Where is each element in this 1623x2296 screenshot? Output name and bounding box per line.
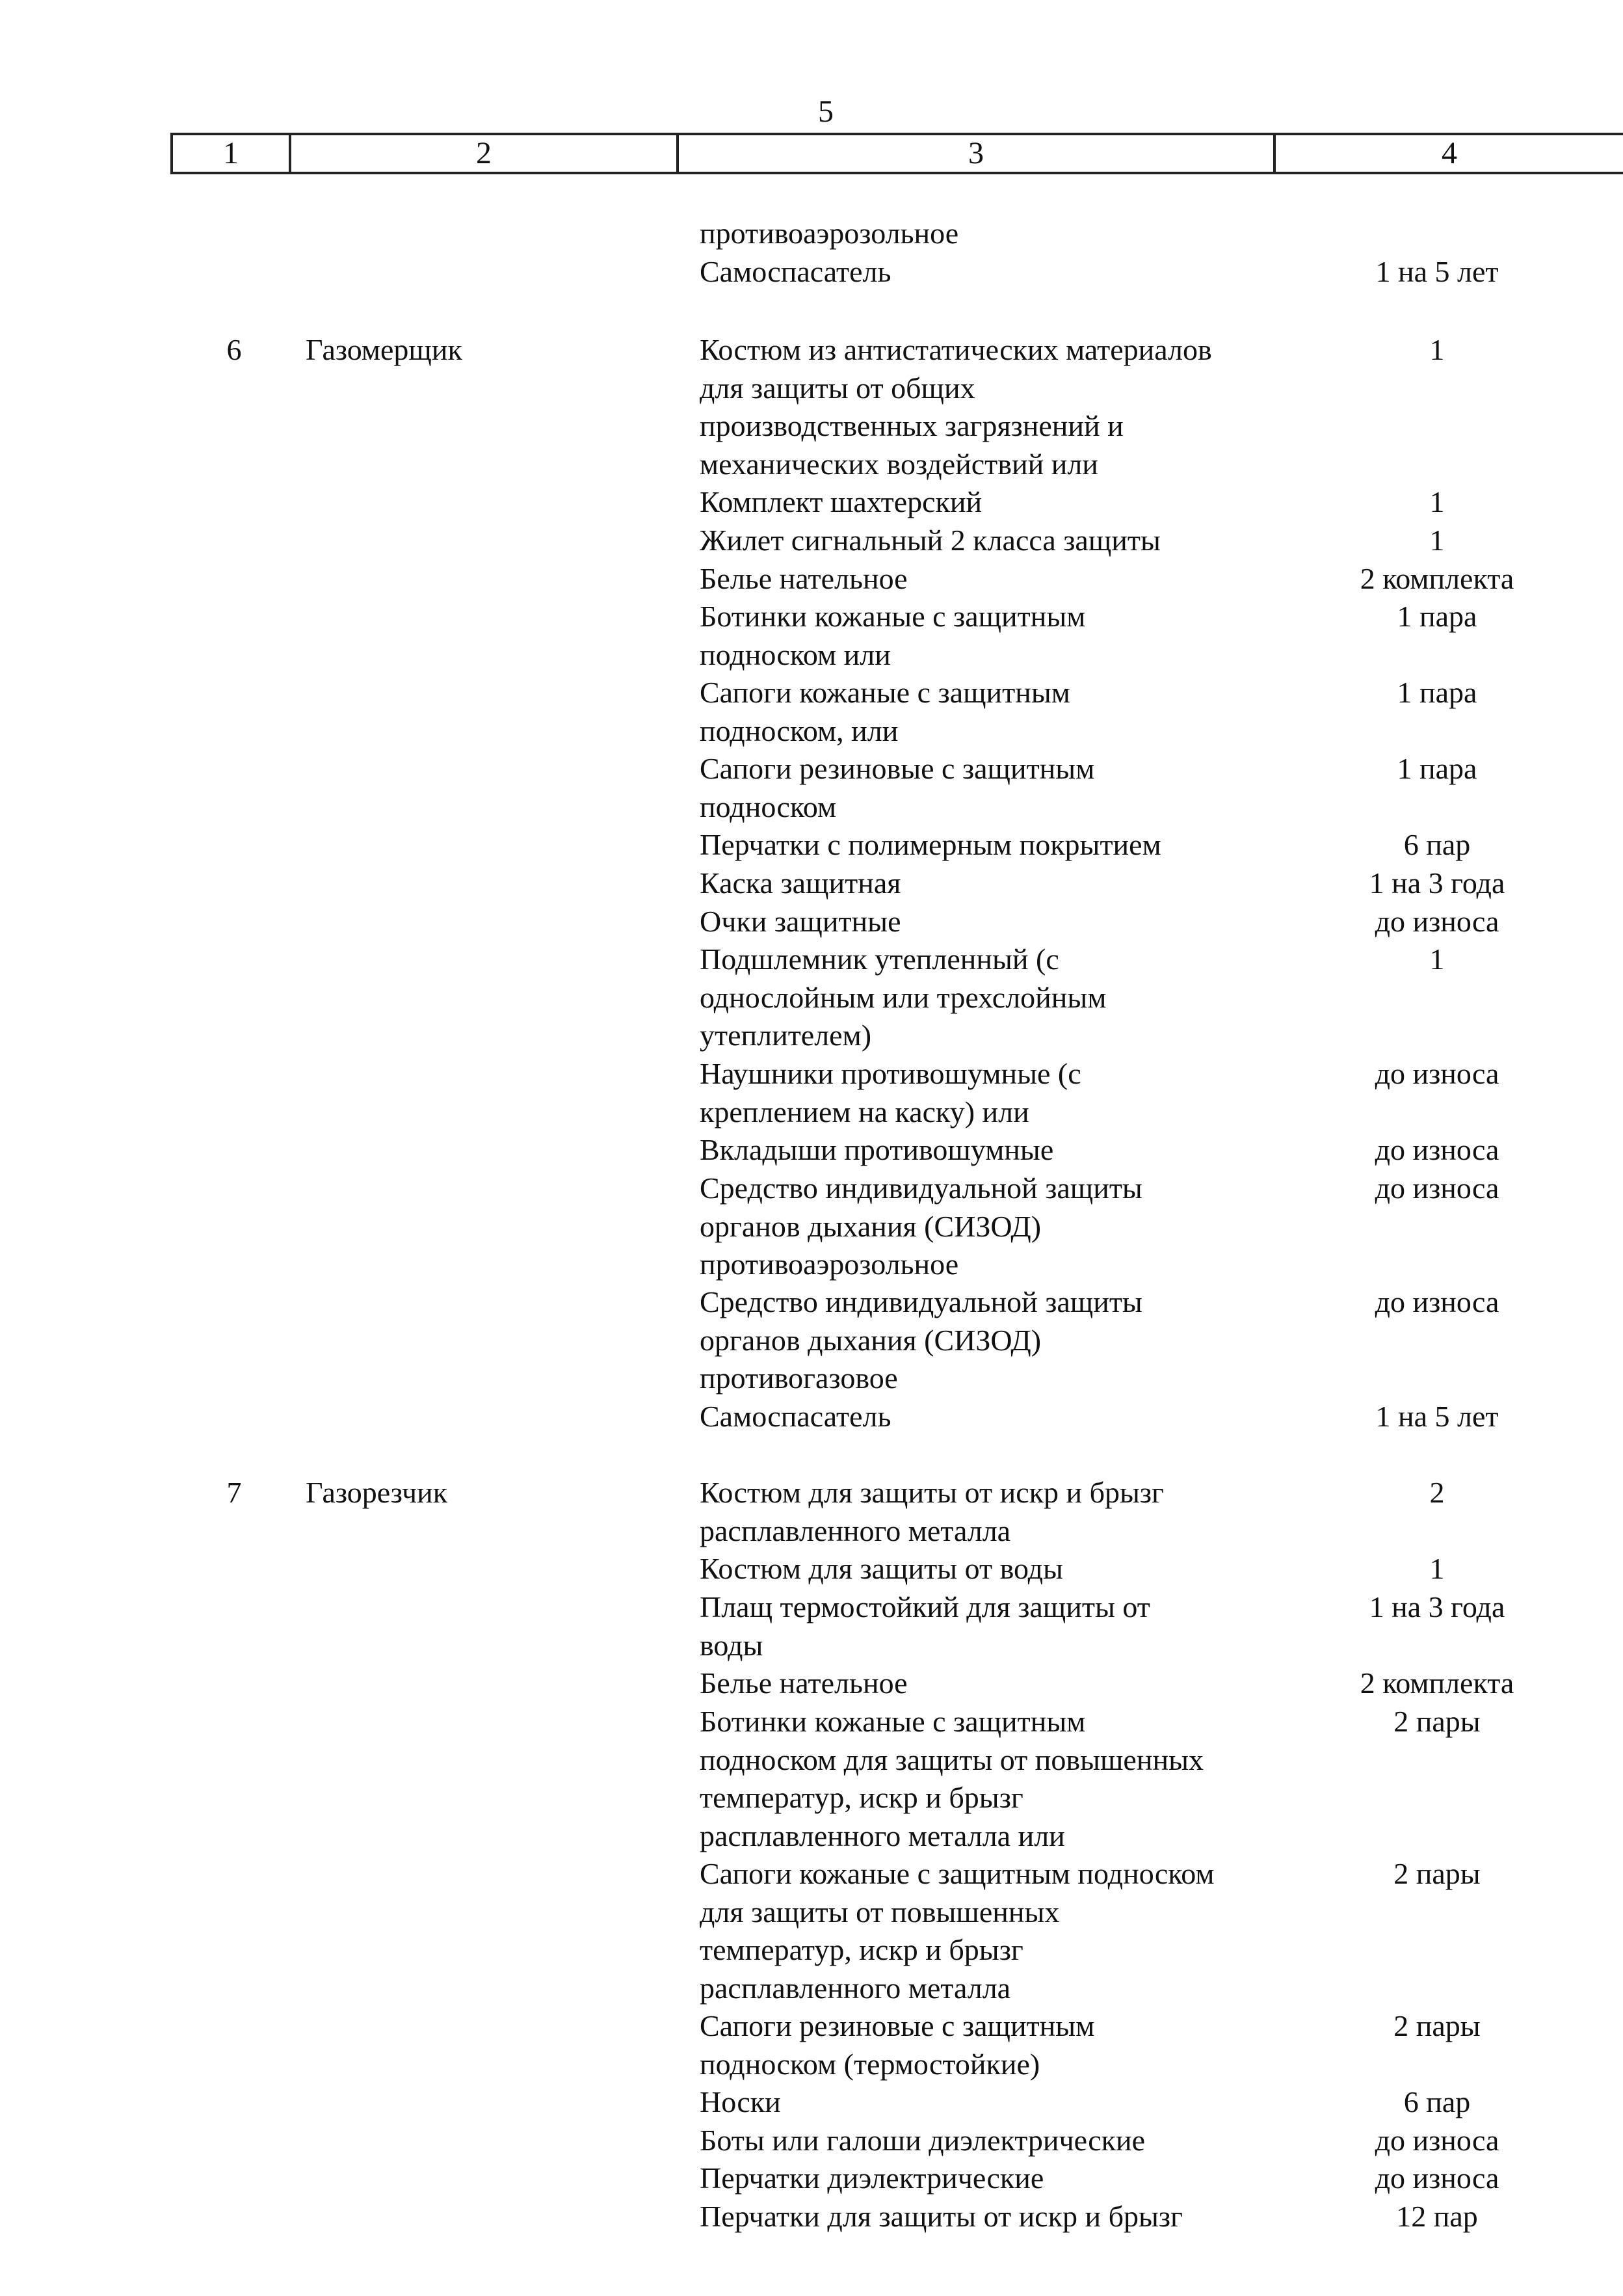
item-quantity: 1: [1429, 524, 1445, 557]
item-name: Самоспасатель: [700, 255, 891, 288]
item-name: Костюм для защиты от воды: [700, 1552, 1063, 1585]
item-name: Самоспасатель: [700, 1400, 891, 1433]
item-quantity: 6 пар: [1403, 828, 1471, 861]
item-quantity: до износа: [1375, 1133, 1499, 1166]
item-name: Боты или галоши диэлектрические: [700, 2124, 1146, 2157]
item-quantity: 1 пара: [1397, 600, 1477, 633]
item-quantity: до износа: [1375, 2161, 1499, 2195]
item-quantity: 1 на 3 года: [1369, 1590, 1505, 1623]
item-quantity: 2 пары: [1393, 1705, 1481, 1738]
group-number: 6: [226, 333, 242, 366]
item-name: Плащ термостойкий для защиты от воды: [700, 1590, 1150, 1662]
item-quantity: до износа: [1375, 1285, 1499, 1318]
item-name: Ботинки кожаные с защитным подноском или: [700, 600, 1086, 671]
item-quantity: до износа: [1375, 1171, 1499, 1205]
item-name: Костюм для защиты от искр и брызг расплавленного металла: [700, 1476, 1164, 1547]
item-quantity: 2 комплекта: [1360, 1666, 1514, 1700]
item-name: Белье нательное: [700, 562, 908, 595]
item-name: Средство индивидуальной защиты органов дыхания (СИЗОД) противоаэрозольное: [700, 1171, 1142, 1281]
item-quantity: до износа: [1375, 905, 1499, 938]
item-name: Каска защитная: [700, 866, 901, 900]
column-header-2: 2: [289, 135, 676, 172]
item-quantity: 1 на 3 года: [1369, 866, 1505, 900]
item-name: Белье нательное: [700, 1666, 908, 1700]
column-header-1: 1: [170, 135, 289, 172]
item-name: Перчатки диэлектрические: [700, 2161, 1044, 2195]
item-name: Вкладыши противошумные: [700, 1133, 1054, 1166]
item-name: Комплект шахтерский: [700, 485, 983, 518]
page-number: 5: [818, 94, 834, 129]
item-name: Сапоги резиновые с защитным подноском (термостойкие): [700, 2009, 1095, 2081]
item-name: Ботинки кожаные с защитным подноском для защиты от повышенных температур, искр и брызг расплавленного металла или: [700, 1705, 1204, 1852]
item-quantity: 1 на 5 лет: [1375, 255, 1499, 288]
group-number: 7: [226, 1476, 242, 1509]
item-name: Костюм из антистатических материалов для защиты от общих производственных загрязнений и механических воздействий или: [700, 333, 1212, 481]
item-quantity: до износа: [1375, 2124, 1499, 2157]
item-quantity: 1 пара: [1397, 752, 1477, 785]
column-header-4: 4: [1273, 135, 1623, 172]
item-name: Сапоги резиновые с защитным подноском: [700, 752, 1095, 823]
profession-name: Газомерщик: [306, 333, 462, 366]
item-quantity: 2 пары: [1393, 2009, 1481, 2042]
item-quantity: 2 пары: [1393, 1857, 1481, 1890]
item-name: Подшлемник утепленный (с однослойным или трехслойным утеплителем): [700, 942, 1107, 1052]
item-quantity: 1: [1429, 942, 1445, 976]
item-name: Перчатки для защиты от искр и брызг: [700, 2200, 1183, 2233]
item-name: Сапоги кожаные с защитным подноском для защиты от повышенных температур, искр и брызг расплавленного металла: [700, 1857, 1215, 2005]
item-quantity: 1 на 5 лет: [1375, 1400, 1499, 1433]
profession-name: Газорезчик: [306, 1476, 448, 1509]
item-quantity: 2: [1429, 1476, 1445, 1509]
item-name: Сапоги кожаные с защитным подноском, или: [700, 676, 1070, 747]
item-name: противоаэрозольное: [700, 217, 959, 250]
item-quantity: 2 комплекта: [1360, 562, 1514, 595]
item-name: Перчатки с полимерным покрытием: [700, 828, 1161, 861]
column-header-row: [170, 133, 1623, 174]
item-name: Жилет сигнальный 2 класса защиты: [700, 524, 1161, 557]
item-quantity: 1: [1429, 333, 1445, 366]
item-quantity: 6 пар: [1403, 2085, 1471, 2118]
item-quantity: 1: [1429, 1552, 1445, 1585]
item-quantity: до износа: [1375, 1057, 1499, 1090]
column-header-3: 3: [676, 135, 1273, 172]
item-quantity: 1: [1429, 485, 1445, 518]
item-name: Средство индивидуальной защиты органов дыхания (СИЗОД) противогазовое: [700, 1285, 1142, 1395]
item-quantity: 1 пара: [1397, 676, 1477, 709]
item-name: Наушники противошумные (с креплением на каску) или: [700, 1057, 1081, 1128]
item-quantity: 12 пар: [1396, 2200, 1478, 2233]
item-name: Носки: [700, 2085, 781, 2118]
item-name: Очки защитные: [700, 905, 901, 938]
